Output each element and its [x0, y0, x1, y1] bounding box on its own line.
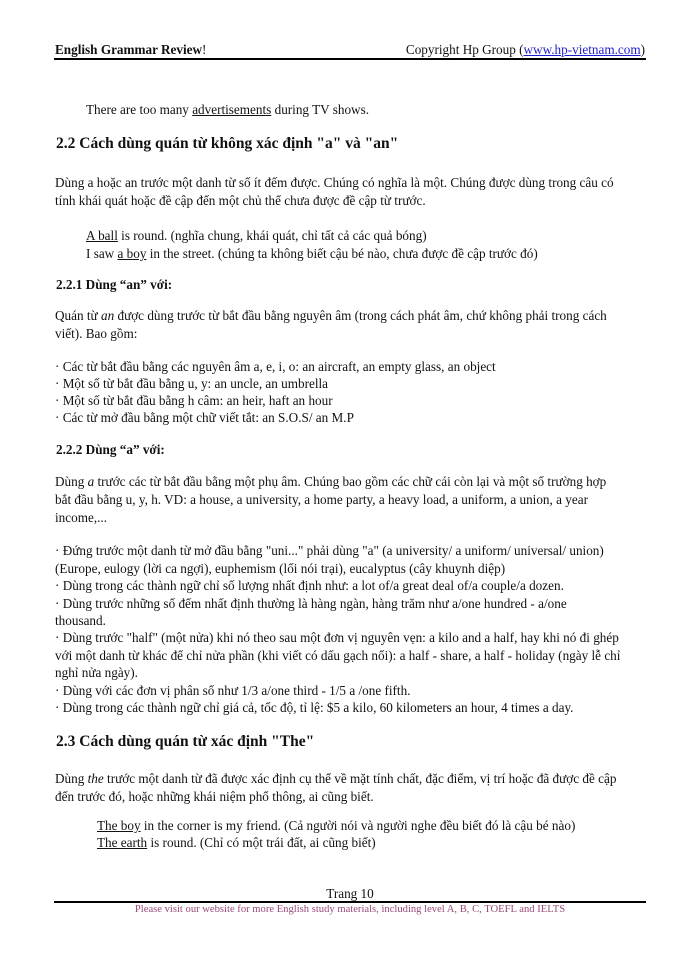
section-heading-2-2-1: 2.2.1 Dùng “an” với: — [56, 277, 173, 292]
page-number: Trang 10 — [326, 886, 374, 901]
section-2-2-2-paragraph-line3: income,... — [55, 510, 108, 525]
section-2-2-2-paragraph-line2: bắt đầu bằng u, y, h. VD: a house, a university, a home party, a heavy load, a uniform, a union, a year — [55, 492, 588, 507]
section-2-3-paragraph-line1: Dùng the trước một danh từ đã được xác định cụ thể về mặt tính chất, đặc điểm, vị trí hoặc đã được đề cập — [55, 771, 617, 786]
section-2-2-2-paragraph-line1: Dùng a trước các từ bắt đầu bằng một phụ âm. Chúng bao gồm các chữ cái còn lại và một số trường hợp — [55, 474, 607, 489]
an-bullet-item: · Một số từ bắt đầu bằng h câm: an heir, haft an hour — [55, 393, 333, 408]
copyright-notice: Copyright Hp Group (www.hp-vietnam.com) — [405, 42, 645, 57]
a-usage-line: · Đứng trước một danh từ mở đầu bằng "uni..." phải dùng "a" (a university/ a uniform/ universal/ union) — [55, 543, 604, 558]
an-bullet-item: · Các từ mở đầu bằng một chữ viết tắt: an S.O.S/ an M.P — [55, 410, 354, 425]
example-the-boy: The boy in the corner is my friend. (Cả người nói và người nghe đều biết đó là cậu bé nào) — [97, 818, 576, 833]
example-a-ball: A ball is round. (nghĩa chung, khái quát, chỉ tất cả các quả bóng) — [86, 228, 427, 243]
a-usage-line: · Dùng trong các thành ngữ chỉ giá cả, tốc độ, tỉ lệ: $5 a kilo, 60 kilometers an hour, 4 times a day. — [55, 700, 574, 715]
a-usage-line: (Europe, eulogy (lời ca ngợi), euphemism (lối nói trại), eucalyptus (cây khuynh diệp) — [55, 561, 506, 576]
example-the-earth: The earth is round. (Chỉ có một trái đất, ai cũng biết) — [97, 835, 376, 850]
footer-divider — [54, 901, 646, 903]
a-usage-line: · Dùng trước "half" (một nửa) khi nó theo sau một đơn vị nguyên vẹn: a kilo and a half, hay khi nó đi ghép — [55, 630, 619, 645]
a-usage-line: · Dùng trong các thành ngữ chỉ số lượng nhất định như: a lot of/a great deal of/a couple/a dozen. — [55, 578, 564, 593]
a-usage-line: · Dùng với các đơn vị phân số như 1/3 a/one third - 1/5 a /one fifth. — [55, 683, 411, 698]
a-usage-line: thousand. — [55, 613, 106, 628]
an-bullet-item: · Các từ bắt đầu bằng các nguyên âm a, e, i, o: an aircraft, an empty glass, an object — [55, 359, 496, 374]
footer-note: Please visit our website for more English study materials, including level A, B, C, TOEFL and IELTS — [134, 904, 566, 915]
document-title: English Grammar Review! — [55, 42, 207, 57]
section-2-2-1-paragraph-line2: viết). Bao gồm: — [55, 326, 138, 341]
a-usage-line: nghỉ nửa ngày). — [55, 665, 138, 680]
section-heading-2-2: 2.2 Cách dùng quán từ không xác định "a" và "an" — [56, 135, 399, 152]
section-2-2-paragraph-line1: Dùng a hoặc an trước một danh từ số ít đếm được. Chúng có nghĩa là một. Chúng được dùng trong câu có — [55, 175, 614, 190]
a-usage-line: với một danh từ khác để chỉ nửa phần (khi viết có dấu gạch nối): a half - share, a half - holiday (ngày lễ chỉ — [55, 648, 621, 663]
header-divider — [54, 58, 646, 60]
section-2-3-paragraph-line2: đến trước đó, hoặc những khái niệm phổ thông, ai cũng biết. — [55, 789, 374, 804]
section-2-2-1-paragraph-line1: Quán từ an được dùng trước từ bắt đầu bằng nguyên âm (trong cách phát âm, chứ không phải trong cách — [55, 308, 607, 323]
an-bullet-item: · Một số từ bắt đầu bằng u, y: an uncle, an umbrella — [55, 376, 329, 391]
intro-example: There are too many advertisements during TV shows. — [86, 102, 369, 117]
example-a-boy: I saw a boy in the street. (chúng ta không biết cậu bé nào, chưa được đề cập trước đó) — [86, 246, 538, 261]
website-link[interactable]: www.hp-vietnam.com — [523, 42, 641, 57]
section-2-2-paragraph-line2: tính khái quát hoặc đề cập đến một chủ thể chưa được đề cập từ trước. — [55, 193, 426, 208]
a-usage-line: · Dùng trước những số đếm nhất định thường là hàng ngàn, hàng trăm như a/one hundred - a/one — [55, 596, 567, 611]
page-header — [55, 42, 645, 58]
section-heading-2-3: 2.3 Cách dùng quán từ xác định "The" — [56, 733, 315, 750]
section-heading-2-2-2: 2.2.2 Dùng “a” với: — [56, 442, 165, 457]
